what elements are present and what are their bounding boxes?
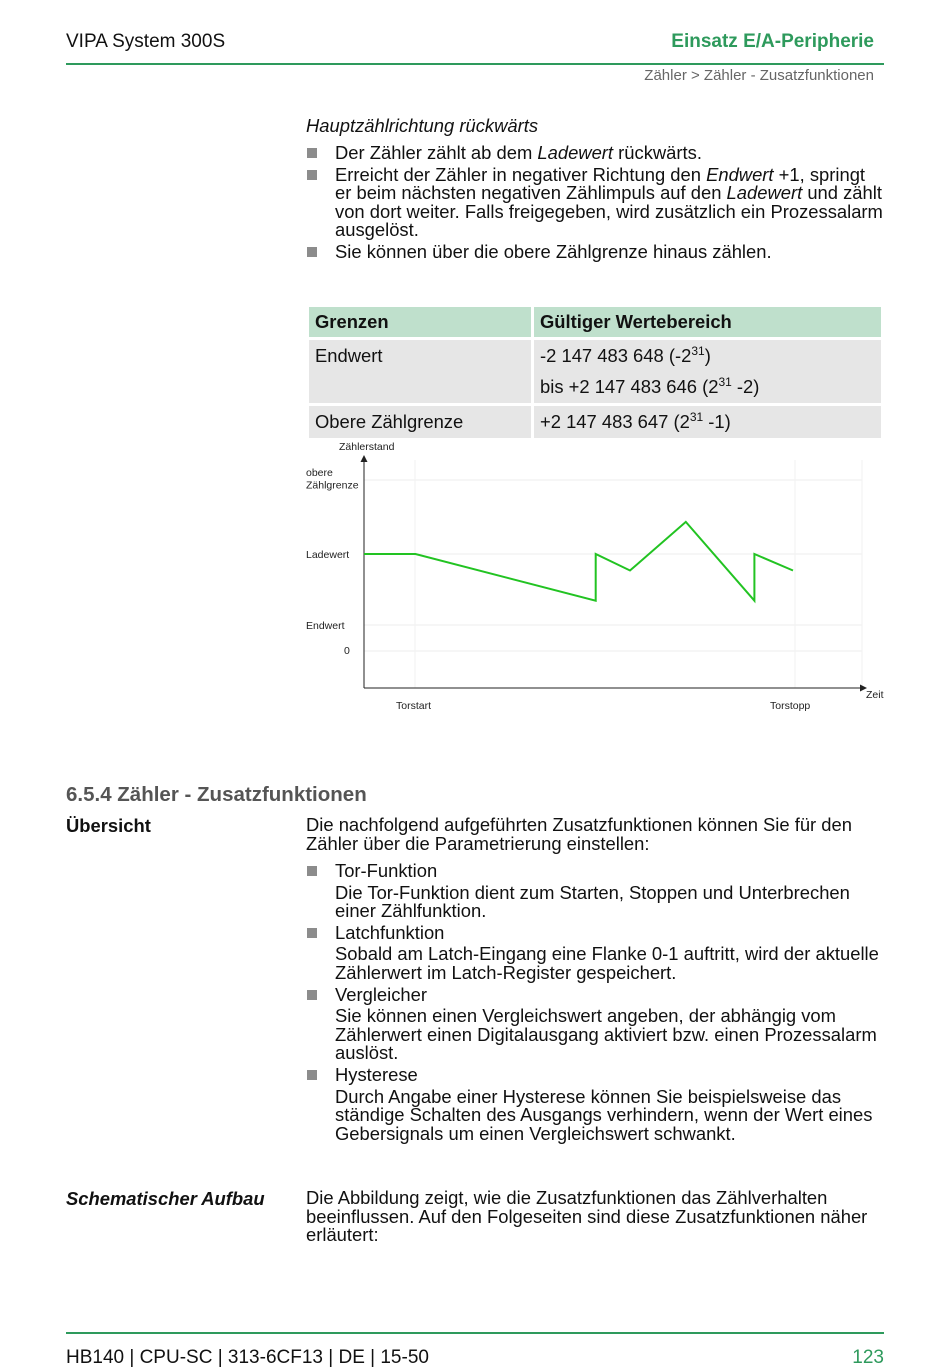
list-item bbox=[306, 983, 886, 1064]
overview-intro: Die nachfolgend aufgeführten Zusatzfunktionen können Sie für den Zähler über die Parametrierung einstellen: bbox=[306, 814, 852, 854]
schematic-text: Die Abbildung zeigt, wie die Zusatzfunktionen das Zählverhalten beeinflussen. Auf den Folgeseiten sind diese Zusatzfunktionen näher erläutert: bbox=[306, 1187, 868, 1246]
list-item bbox=[306, 240, 886, 262]
feature-name: Tor-Funktion bbox=[335, 860, 438, 881]
feature-description: Sie können einen Vergleichswert angeben, der abhängig vom Zählerwert einen Digitalausgang aktiviert bzw. einen Prozessalarm auslöst. bbox=[335, 1005, 877, 1064]
direction-heading: Hauptzählrichtung rückwärts bbox=[306, 115, 539, 136]
feature-description: Durch Angabe einer Hysterese können Sie beispielsweise das ständige Schalten des Ausgangs verhindern, wenn der Wert eines Gebersignals um einen Vergleichswert schwankt. bbox=[335, 1085, 873, 1144]
exponent: 31 bbox=[718, 374, 732, 389]
text-run: -1) bbox=[703, 411, 731, 432]
feature-list bbox=[306, 862, 886, 1146]
footer-document-id: HB140 | CPU-SC | 313-6CF13 | DE | 15-50 bbox=[66, 1347, 429, 1368]
table-header-row bbox=[309, 307, 881, 337]
y-axis-label: Zählerstand bbox=[339, 441, 395, 453]
text-run-italic: Ladewert bbox=[726, 182, 803, 204]
x-marker-label: Torstart bbox=[396, 700, 432, 712]
y-level-labels bbox=[306, 467, 359, 657]
direction-bullet-list bbox=[306, 144, 886, 265]
x-axis-label: Zeit bbox=[866, 689, 884, 701]
y-level-label: obere Zählgrenze bbox=[306, 467, 359, 492]
range-line bbox=[540, 376, 875, 398]
list-item bbox=[306, 921, 886, 983]
exponent: 31 bbox=[689, 409, 704, 424]
table-header-cell: Grenzen bbox=[309, 307, 531, 337]
range-table bbox=[306, 304, 884, 441]
text-run: -2 147 483 648 (-2 bbox=[540, 345, 692, 366]
header-divider bbox=[66, 63, 884, 65]
table-cell: Obere Zählgrenze bbox=[309, 406, 531, 438]
header-manual-title: VIPA System 300S bbox=[66, 31, 226, 52]
list-item bbox=[306, 144, 886, 163]
bullet-square-icon bbox=[307, 866, 317, 876]
text-run: -2) bbox=[731, 376, 760, 397]
footer-divider bbox=[66, 1332, 884, 1334]
schematic-label: Schematischer Aufbau bbox=[66, 1188, 265, 1209]
bullet-square-icon bbox=[307, 990, 317, 1000]
y-level-label: 0 bbox=[344, 645, 350, 657]
range-line bbox=[540, 345, 875, 367]
bullet-square-icon bbox=[307, 148, 317, 158]
x-marker-labels bbox=[396, 700, 810, 712]
table-row bbox=[309, 406, 881, 438]
text-run-italic: Ladewert bbox=[537, 142, 614, 163]
y-level-label: Ladewert bbox=[306, 549, 350, 561]
table-header-cell: Gültiger Wertebereich bbox=[534, 307, 881, 337]
x-marker-label: Torstopp bbox=[770, 700, 811, 712]
bullet-square-icon bbox=[307, 247, 317, 257]
counter-chart bbox=[300, 436, 890, 721]
section-heading: 6.5.4 Zähler - Zusatzfunktionen bbox=[66, 783, 367, 806]
bullet-square-icon bbox=[307, 928, 317, 938]
y-axis-arrow-icon bbox=[361, 455, 368, 462]
y-level-label: Endwert bbox=[306, 620, 345, 632]
list-item bbox=[306, 1063, 886, 1144]
feature-name: Hysterese bbox=[335, 1063, 418, 1085]
bullet-square-icon bbox=[307, 170, 317, 180]
list-item bbox=[306, 163, 886, 241]
feature-name: Vergleicher bbox=[335, 983, 428, 1005]
feature-description: Die Tor-Funktion dient zum Starten, Stoppen und Unterbrechen einer Zählfunktion. bbox=[335, 881, 850, 922]
text-run: Der Zähler zählt ab dem bbox=[335, 142, 538, 163]
overview-label: Übersicht bbox=[66, 815, 151, 836]
text-run: +1, springt er beim nächsten negativen Zählimpuls auf den bbox=[335, 163, 866, 204]
exponent: 31 bbox=[691, 343, 705, 358]
table-cell: Endwert bbox=[309, 340, 531, 403]
list-item bbox=[306, 862, 886, 921]
header-chapter-title: Einsatz E/A-Peripherie bbox=[671, 31, 874, 52]
bullet-square-icon bbox=[307, 1070, 317, 1080]
feature-description: Sobald am Latch-Eingang eine Flanke 0-1 auftritt, wird der aktuelle Zählerwert im Latch-Register gespeichert. bbox=[335, 943, 879, 983]
table-cell bbox=[534, 340, 881, 403]
feature-name: Latchfunktion bbox=[335, 921, 445, 943]
text-run: Sie können über die obere Zählgrenze hinaus zählen. bbox=[335, 240, 772, 262]
chart-grid bbox=[364, 460, 862, 688]
text-run: und zählt von dort weiter. Falls freigegeben, wird zusätzlich ein Prozessalarm ausgelöst. bbox=[335, 182, 883, 241]
text-run: +2 147 483 647 (2 bbox=[540, 411, 690, 432]
text-run: ) bbox=[704, 345, 711, 366]
table-cell bbox=[534, 406, 881, 438]
text-run-italic: Endwert bbox=[706, 163, 774, 185]
text-run: Erreicht der Zähler in negativer Richtung den bbox=[335, 163, 707, 185]
series-line bbox=[364, 522, 793, 601]
page-number: 123 bbox=[852, 1347, 884, 1368]
text-run: rückwärts. bbox=[613, 142, 702, 163]
table-row bbox=[309, 340, 881, 403]
breadcrumb: Zähler > Zähler - Zusatzfunktionen bbox=[644, 67, 874, 84]
text-run: bis +2 147 483 646 (2 bbox=[540, 376, 719, 397]
